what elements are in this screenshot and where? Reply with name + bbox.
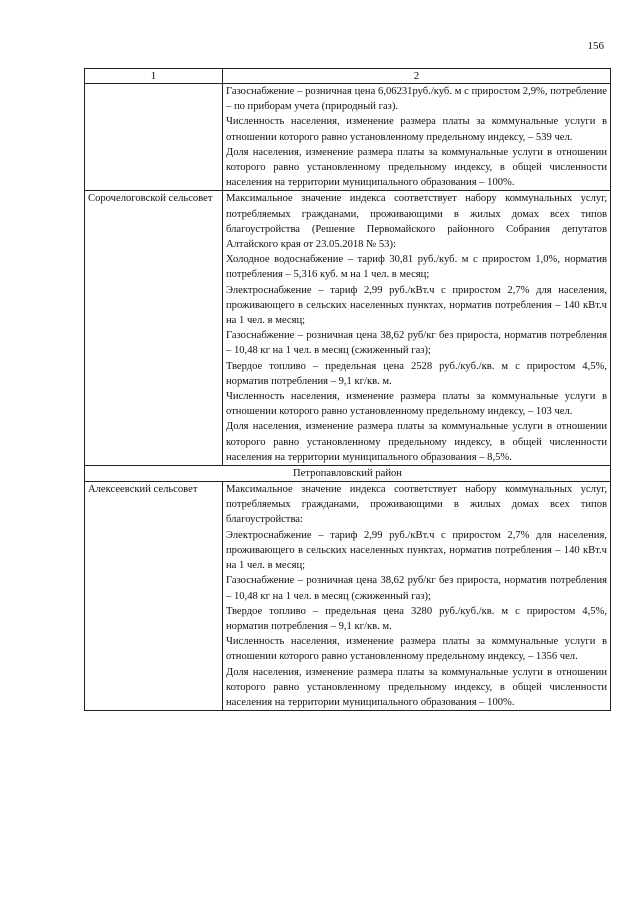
region-name: Петропавловский район: [85, 466, 611, 482]
tariff-paragraph: Численность населения, изменение размера платы за коммунальные услуги в отношении которого равно установленному предельному индексу, – 103 чел.: [226, 391, 607, 418]
municipality-name: Сорочелоговской сельсовет: [85, 191, 223, 466]
tariff-paragraph: Газоснабжение – розничная цена 38,62 руб/кг без прироста, норматив потребления – 10,48 кг на 1 чел. в месяц (сжиженный газ);: [226, 575, 607, 602]
tariff-paragraph: Электроснабжение – тариф 2,99 руб./кВт.ч с приростом 2,7% для населения, проживающего в сельских населенных пунктах, норматив потребления – 140 кВт.ч на 1 чел. в месяц;: [226, 284, 607, 327]
tariff-paragraph: Газоснабжение – розничная цена 6,06231руб./куб. м с приростом 2,9%, потребление – по приборам учета (природный газ).: [226, 86, 607, 113]
tariff-paragraph: Доля населения, изменение размера платы за коммунальные услуги в отношении которого равно установленному предельному индексу, в общей численности населения на территории муниципального образования – 100%.: [226, 146, 607, 189]
tariff-paragraph: Максимальное значение индекса соответствует набору коммунальных услуг, потребляемых гражданами, проживающими в жилых домах всех типов благоустройства (Решение Первомайского районного Собрания депутатов Алтайского края от 23.05.2018 № 53):: [226, 193, 607, 251]
tariff-paragraph: Электроснабжение – тариф 2,99 руб./кВт.ч с приростом 2,7% для населения, проживающего в сельских населенных пунктах, норматив потребления – 140 кВт.ч на 1 чел. в месяц;: [226, 529, 607, 572]
municipality-name: [85, 84, 223, 191]
tariff-paragraph: Максимальное значение индекса соответствует набору коммунальных услуг, потребляемых гражданами, проживающими в жилых домах всех типов благоустройства:: [226, 484, 607, 526]
tariff-paragraph: Газоснабжение – розничная цена 38,62 руб/кг без прироста, норматив потребления – 10,48 кг на 1 чел. в месяц (сжиженный газ);: [226, 330, 607, 357]
tariff-description: [223, 191, 611, 466]
tariff-paragraph: Доля населения, изменение размера платы за коммунальные услуги в отношении которого равно установленному предельному индексу, в общей численности населения на территории муниципального образования – 100%.: [226, 666, 607, 708]
tariff-paragraph: Твердое топливо – предельная цена 2528 руб./куб./кв. м с приростом 4,5%, норматив потребления – 9,1 кг/кв. м.: [226, 360, 607, 387]
page-number: 156: [587, 40, 604, 52]
table-row: [85, 84, 611, 191]
column-number-1: 1: [85, 69, 223, 84]
tariff-table: [84, 68, 611, 711]
tariff-paragraph: Численность населения, изменение размера платы за коммунальные услуги в отношении которого равно установленному предельному индексу, – 539 чел.: [226, 116, 607, 143]
tariff-paragraph: Холодное водоснабжение – тариф 30,81 руб./куб. м с приростом 1,0%, норматив потребления – 5,316 куб. м на 1 чел. в месяц;: [226, 254, 607, 281]
table-row: [85, 191, 611, 466]
tariff-paragraph: Численность населения, изменение размера платы за коммунальные услуги в отношении которого равно установленному предельному индексу, – 1356 чел.: [226, 636, 607, 663]
column-number-row: [85, 69, 611, 84]
table-row: [85, 482, 611, 711]
municipality-name: Алексеевский сельсовет: [85, 482, 223, 711]
column-number-2: 2: [223, 69, 611, 84]
tariff-paragraph: Доля населения, изменение размера платы за коммунальные услуги в отношении которого равно установленному предельному индексу, в общей численности населения на территории муниципального образования – 8,5%.: [226, 421, 607, 463]
tariff-description: [223, 482, 611, 711]
tariff-description: [223, 84, 611, 191]
tariff-paragraph: Твердое топливо – предельная цена 3280 руб./куб./кв. м с приростом 4,5%, норматив потребления – 9,1 кг/кв. м.: [226, 605, 607, 632]
region-header-row: [85, 466, 611, 482]
